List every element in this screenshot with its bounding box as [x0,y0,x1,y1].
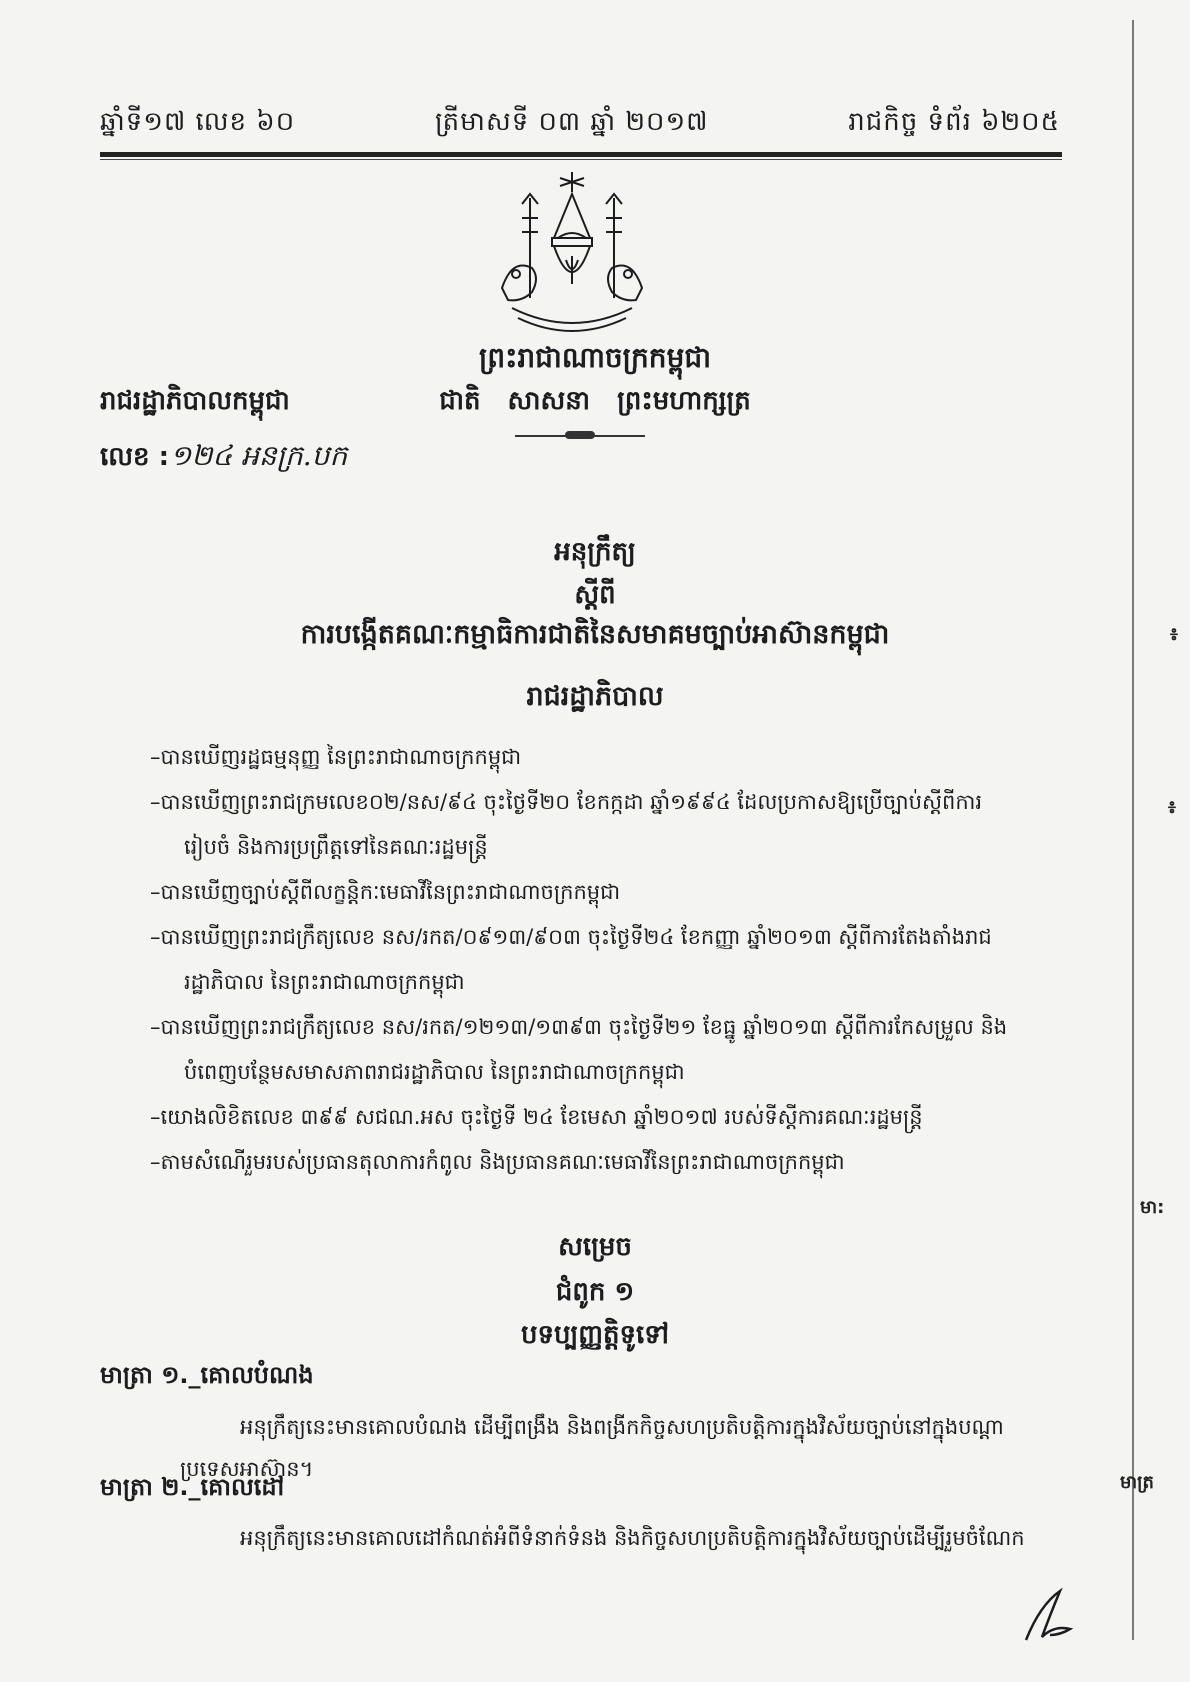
article-2-body: អនុក្រឹត្យនេះមានគោលដៅកំណត់អំពីទំនាក់ទំនង និងកិច្ចសហប្រតិបត្តិការក្នុងវិស័យច្បាប់ដើម្បីរួមចំណែក [240,1526,1025,1550]
reference-item: –បានឃើញច្បាប់ស្តីពីលក្ខន្តិកៈមេធាវីនៃព្រះរាជាណាចក្រកម្ពុជា [150,880,621,904]
document-about: ស្តីពី [574,580,616,610]
next-page-edge [1132,20,1134,1640]
reference-item: –បានឃើញព្រះរាជក្រឹត្យលេខ នស/រកត/១២១៣/១៣៩៣ ចុះថ្ងៃទី២១ ខែធ្នូ ឆ្នាំ២០១៣ ស្តីពីការកែសម្រួល និង [150,1015,1008,1039]
motto-divider-ornament [565,431,595,439]
margin-mark: មាត្រ [1120,1472,1154,1493]
margin-mark: មា: [1140,1197,1165,1218]
royal-emblem-icon [492,168,652,343]
document-title: ការបង្កើតគណៈកម្មាធិការជាតិនៃសមាគមច្បាប់អាស៊ានកម្ពុជា [300,619,890,650]
reference-item: –បានឃើញព្រះរាជក្រឹត្យលេខ នស/រកត/០៩១៣/៩០៣ ចុះថ្ងៃទី២៤ ខែកញ្ញា ឆ្នាំ២០១៣ ស្តីពីការតែងតាំងរាជ [150,925,992,949]
article-1-body-continuation: ប្រទេសអាស៊ាន។ [180,1457,314,1481]
reference-item: –បានឃើញរដ្ឋធម្មនុញ្ញ នៃព្រះរាជាណាចក្រកម្ពុជា [150,745,522,769]
national-motto: ជាតិ សាសនា ព្រះមហាក្សត្រ [439,386,751,416]
chapter-number: ជំពូក ១ [555,1277,635,1307]
gazette-page-number: រាជកិច្ច ទំព័រ ៦២០៥ [848,107,1060,137]
gazette-quarter: ត្រីមាសទី ០៣ ឆ្នាំ ២០១៧ [434,107,709,137]
gazette-year-issue: ឆ្នាំទី១៧ លេខ ៦០ [100,107,296,137]
chapter-title: បទប្បញ្ញត្តិទូទៅ [520,1320,670,1350]
reference-item-continuation: បំពេញបន្ថែមសមាសភាពរាជរដ្ឋាភិបាល នៃព្រះរាជាណាចក្រកម្ពុជា [184,1060,685,1084]
reference-label: លេខ : [100,442,169,472]
reference-number: ១២៤ អនក្រ.បក [170,439,348,472]
article-1-heading: មាត្រា ១._គោលបំណង [100,1361,314,1389]
initials-signature-icon [1020,1585,1090,1645]
legal-references [150,735,1060,1185]
reference-item-continuation: រដ្ឋាភិបាល នៃព្រះរាជាណាចក្រកម្ពុជា [184,970,465,994]
reference-item: –យោងលិខិតលេខ ៣៩៩ សជណ.អស ចុះថ្ងៃទី ២៤ ខែមេសា ឆ្នាំ២០១៧ របស់ទីស្តីការគណៈរដ្ឋមន្ត្រី [150,1105,923,1129]
government-label: រាជរដ្ឋាភិបាលកម្ពុជា [100,386,290,416]
article-1-body: អនុក្រឹត្យនេះមានគោលបំណង ដើម្បីពង្រឹង និងពង្រីកកិច្ចសហប្រតិបត្តិការក្នុងវិស័យច្បាប់នៅក្នុងបណ្តា [240,1415,1004,1439]
article-2-heading: មាត្រា ២._គោលដៅ [100,1473,285,1501]
decision-heading: សម្រេច [558,1232,632,1262]
document-type: អនុក្រឹត្យ [554,537,636,567]
kingdom-name: ព្រះរាជាណាចក្រកម្ពុជា [478,341,711,374]
header-rule [100,152,1062,157]
margin-mark: ៖ [1168,797,1176,818]
reference-item: –បានឃើញព្រះរាជក្រមលេខ០២/នស/៩៤ ចុះថ្ងៃទី២០ ខែកក្កដា ឆ្នាំ១៩៩៤ ដែលប្រកាសឱ្យប្រើច្បាប់ស្តីពីការ [150,790,982,814]
reference-item: –តាមសំណើរួមរបស់ប្រធានតុលាការកំពូល និងប្រធានគណៈមេធាវីនៃព្រះរាជាណាចក្រកម្ពុជា [150,1150,845,1174]
reference-item-continuation: រៀបចំ និងការប្រព្រឹត្តទៅនៃគណៈរដ្ឋមន្ត្រី [184,835,488,859]
header-rule-thin [100,159,1062,160]
gazette-header [100,105,1060,143]
issuer: រាជរដ្ឋាភិបាល [526,681,664,712]
margin-mark: ៖ [1170,624,1178,645]
